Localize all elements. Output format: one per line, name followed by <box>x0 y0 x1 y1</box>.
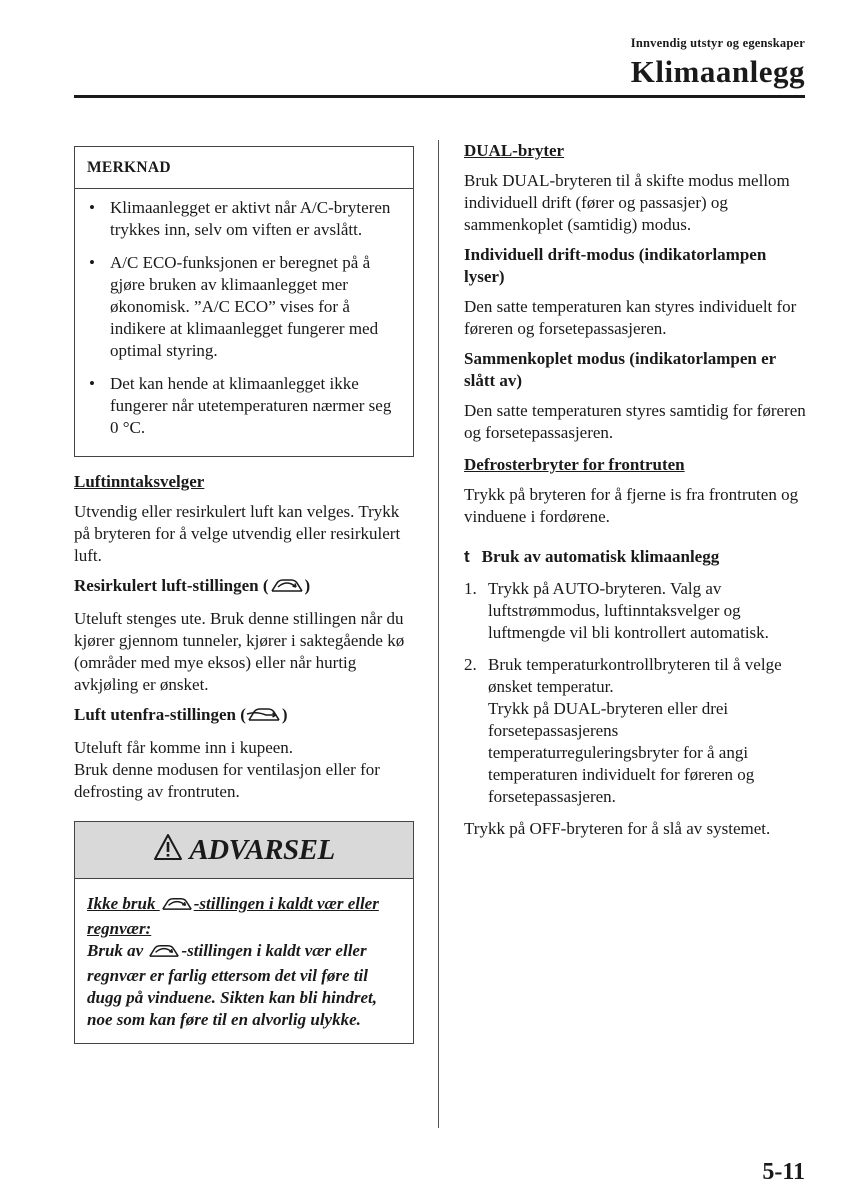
header-section-label: Innvendig utstyr og egenskaper <box>630 36 805 50</box>
outside-heading-post: ) <box>281 705 288 724</box>
outside-air-icon <box>246 705 282 729</box>
outside-text-2: Bruk denne modusen for ventilasjon eller for defrosting av frontruten. <box>74 760 380 801</box>
page-title: Klimaanlegg <box>630 54 805 89</box>
defroster-heading: Defrosterbryter for frontruten <box>464 455 685 474</box>
left-column <box>74 140 414 1044</box>
air-intake-text: Utvendig eller resirkulert luft kan velges. Trykk på bryteren for å velge utvendig eller resirkulert luft. <box>74 502 401 565</box>
auto-heading-text: Bruk av automatisk klimaanlegg <box>481 547 720 566</box>
warning-line-2 <box>87 940 401 1031</box>
recirc-heading-pre: Resirkulert luft-stillingen ( <box>74 576 269 595</box>
outside-air-heading <box>74 704 414 729</box>
step-number: 1. <box>464 579 477 598</box>
warning-line-1 <box>87 893 401 940</box>
step-text: Trykk på AUTO-bryteren. Valg av luftstrømmodus, luftinntaksvelger og luftmengde vil bli kontrollert automatisk. <box>488 579 769 642</box>
air-intake-heading: Luftinntaksvelger <box>74 472 205 491</box>
individual-mode-text: Den satte temperaturen kan styres individuelt for føreren og forsetepassasjeren. <box>464 297 797 338</box>
recirc-text: Uteluft stenges ute. Bruk denne stillingen når du kjører gjennom tunneler, kjører i saktegående kø (områder med mye eksos) eller når hurtig avkjøling er ønsket. <box>74 609 405 694</box>
column-divider <box>438 140 439 1128</box>
note-item-text: A/C ECO-funksjonen er beregnet på å gjøre bruken av klimaanlegget mer økonomisk. ”A/C ECO” vises for å indikere at klimaanlegget fungerer med optimal styring. <box>110 253 379 360</box>
dual-heading: DUAL-bryter <box>464 141 565 160</box>
step-text: Bruk temperaturkontrollbryteren til å velge ønsket temperatur. <box>488 655 782 696</box>
bullet-icon: • <box>89 253 95 272</box>
defroster-text: Trykk på bryteren for å fjerne is fra frontruten og vinduene i fordørene. <box>464 485 799 526</box>
auto-steps-list <box>464 578 809 808</box>
step-number: 2. <box>464 655 477 674</box>
section-marker: t <box>464 547 470 566</box>
recirculation-icon <box>160 895 194 918</box>
warning-title: ADVARSEL <box>189 834 335 866</box>
note-box <box>74 146 414 457</box>
warning-line-2-post: -stillingen i kaldt vær eller regnvær er farlig ettersom det vil føre til dugg på vinduene. Sikten kan bli hindret, noe som kan føre til en alvorlig ulykke. <box>87 941 377 1029</box>
page-number: 5-11 <box>762 1159 805 1185</box>
warning-line-2-pre: Bruk av <box>87 941 148 960</box>
note-heading: MERKNAD <box>75 147 413 189</box>
list-item <box>464 654 809 808</box>
individual-mode-heading: Individuell drift-modus (indikatorlampen lyser) <box>464 245 767 286</box>
warning-header <box>75 822 413 879</box>
note-item <box>89 197 401 241</box>
note-item-text: Det kan hende at klimaanlegget ikke fungerer når utetemperaturen nærmer seg 0 °C. <box>110 374 392 437</box>
warning-triangle-icon <box>153 833 183 867</box>
outside-heading-pre: Luft utenfra-stillingen ( <box>74 705 246 724</box>
linked-mode-heading: Sammenkoplet modus (indikatorlampen er slått av) <box>464 349 776 390</box>
right-column <box>464 140 809 840</box>
dual-text: Bruk DUAL-bryteren til å skifte modus mellom individuell drift (fører og passasjer) og sammenkoplet (samtidig) modus. <box>464 171 790 234</box>
warning-line-1-post: -stillingen i kaldt vær eller regnvær: <box>87 894 379 938</box>
warning-line-1-pre: Ikke bruk <box>87 894 160 913</box>
header-rule <box>74 95 805 98</box>
linked-mode-text: Den satte temperaturen styres samtidig for føreren og forsetepassasjeren. <box>464 401 806 442</box>
note-list <box>75 189 413 456</box>
recirculation-icon <box>147 942 181 965</box>
warning-box <box>74 821 414 1044</box>
off-text: Trykk på OFF-bryteren for å slå av systemet. <box>464 819 771 838</box>
warning-body <box>75 879 413 1043</box>
note-item-text: Klimaanlegget er aktivt når A/C-bryteren trykkes inn, selv om viften er avslått. <box>110 198 391 239</box>
note-item <box>89 252 401 362</box>
recirc-heading <box>74 575 414 600</box>
bullet-icon: • <box>89 198 95 217</box>
list-item <box>464 578 809 644</box>
outside-text-1: Uteluft får komme inn i kupeen. <box>74 738 294 757</box>
recirculation-icon <box>269 576 305 600</box>
note-item <box>89 373 401 439</box>
recirc-heading-post: ) <box>304 576 311 595</box>
auto-section-heading <box>464 546 809 568</box>
step-text: Trykk på DUAL-bryteren eller drei forsetepassasjerens temperaturreguleringsbryter for å angi temperaturen individuelt for føreren og forsetepassasjeren. <box>488 699 755 806</box>
bullet-icon: • <box>89 374 95 393</box>
